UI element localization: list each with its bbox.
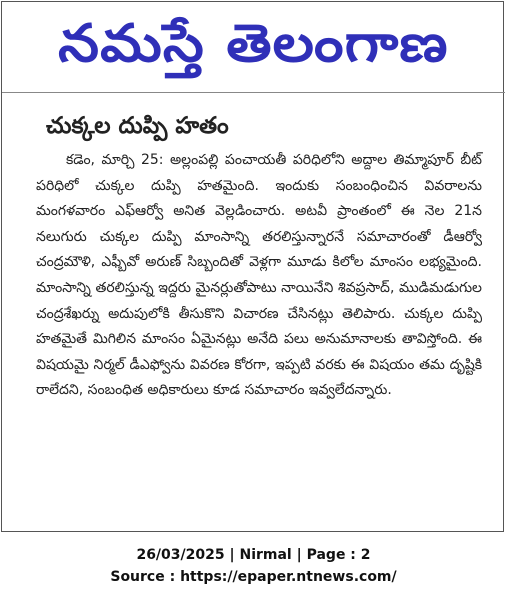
newspaper-masthead bbox=[2, 4, 505, 90]
source-link[interactable]: Source : https://epaper.ntnews.com/ bbox=[110, 569, 397, 585]
article-body: కడెం, మార్చి 25: అల్లంపల్లి పంచాయతీ పరిధిలోని అద్దాల తిమ్మాపూర్ బీట్ పరిధిలో చుక్కల దుప్పి హతమైంది. ఇందుకు సంబంధించిన వివరాలను మంగళవారం ఎఫ్ఆర్వో అనిత వెల్లడించారు. అటవీ ప్రాంతంలో ఈ నెల 21న నలుగురు చుక్కల దుప్పి మాంసాన్ని తరలిస్తున్నారనే సమాచారంతో డీఆర్వో చంద్రమౌళి, ఎఫ్బీవో అరుణ్ సిబ్బందితో వెళ్లగా మూడు కిలోల మాంసం లభ్యమైంది. మాంసాన్ని తరలిస్తున్న ఇద్దరు మైనర్లుతోపాటు నాయినేని శివప్రసాద్, ముడిమడుగుల చంద్రశేఖర్ను అదుపులోకి తీసుకొని విచారణ చేసినట్లు తెలిపారు. చుక్కల దుప్పి హతమైతే మిగిలిన మాంసం ఏమైనట్లు అనేది పలు అనుమానాలకు తావిస్తోంది. ఈ విషయమై నిర్మల్ డీఎఫ్వోను వివరణ కోరగా, ఇప్పటి వరకు ఈ విషయం తమ దృష్టికి రాలేదని, సంబంధిత అధికారులు కూడ సమాచారం ఇవ్వలేదన్నారు. bbox=[36, 152, 482, 399]
article-headline: చుక్కల దుప్పి హతం bbox=[46, 113, 229, 139]
masthead-divider bbox=[2, 92, 505, 93]
dateline: 26/03/2025 | Nirmal | Page : 2 bbox=[136, 547, 371, 563]
news-clipping bbox=[1, 1, 504, 532]
clipping-footer bbox=[0, 544, 507, 588]
masthead-title: నమస్తే తెలంగాణ bbox=[58, 14, 449, 74]
